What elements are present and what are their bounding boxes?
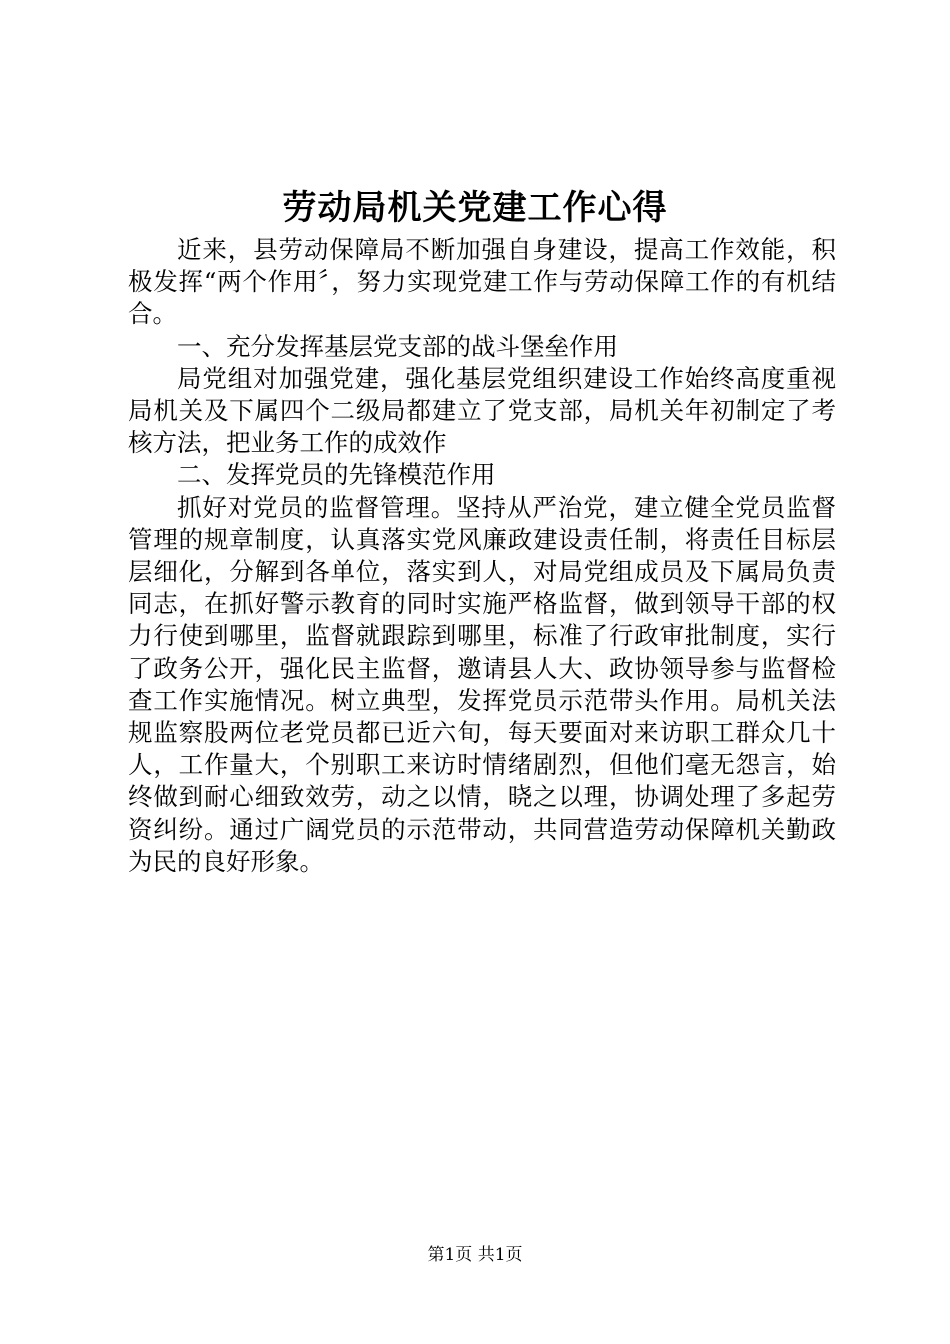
section-heading-1: 一、充分发挥基层党支部的战斗堡垒作用: [177, 331, 618, 361]
paragraph-intro: 近来，县劳动保障局不断加强自身建设，提高工作效能，积极发挥“两个作用〞，努力实现党建工作与劳动保障工作的有机结合。: [128, 235, 836, 329]
paragraph-section-1: 局党组对加强党建，强化基层党组织建设工作始终高度重视局机关及下属四个二级局都建立了党支部，局机关年初制定了考核方法，把业务工作的成效作: [128, 363, 836, 458]
page-footer: 第1页 共1页: [427, 1245, 523, 1265]
document-title: 劳动局机关党建工作心得: [282, 188, 668, 228]
section-heading-2: 二、发挥党员的先锋模范作用: [177, 460, 496, 490]
paragraph-section-2: 抓好对党员的监督管理。坚持从严治党，建立健全党员监督管理的规章制度，认真落实党风廉政建设责任制，将责任目标层层细化，分解到各单位，落实到人，对局党组成员及下属局负责同志，在抓好警示教育的同时实施严格监督，做到领导干部的权力行使到哪里，监督就跟踪到哪里，标准了行政审批制度，实行了政务公开，强化民主监督，邀请县人大、政协领导参与监督检查工作实施情况。树立典型，发挥党员示范带头作用。局机关法规监察股两位老党员都已近六旬，每天要面对来访职工群众几十人，工作量大，个别职工来访时情绪剧烈，但他们毫无怨言，始终做到耐心细致效劳，动之以情，晓之以理，协调处理了多起劳资纠纷。通过广阔党员的示范带动，共同营造劳动保障机关勤政为民的良好形象。: [128, 492, 836, 876]
document-body: [128, 234, 836, 878]
